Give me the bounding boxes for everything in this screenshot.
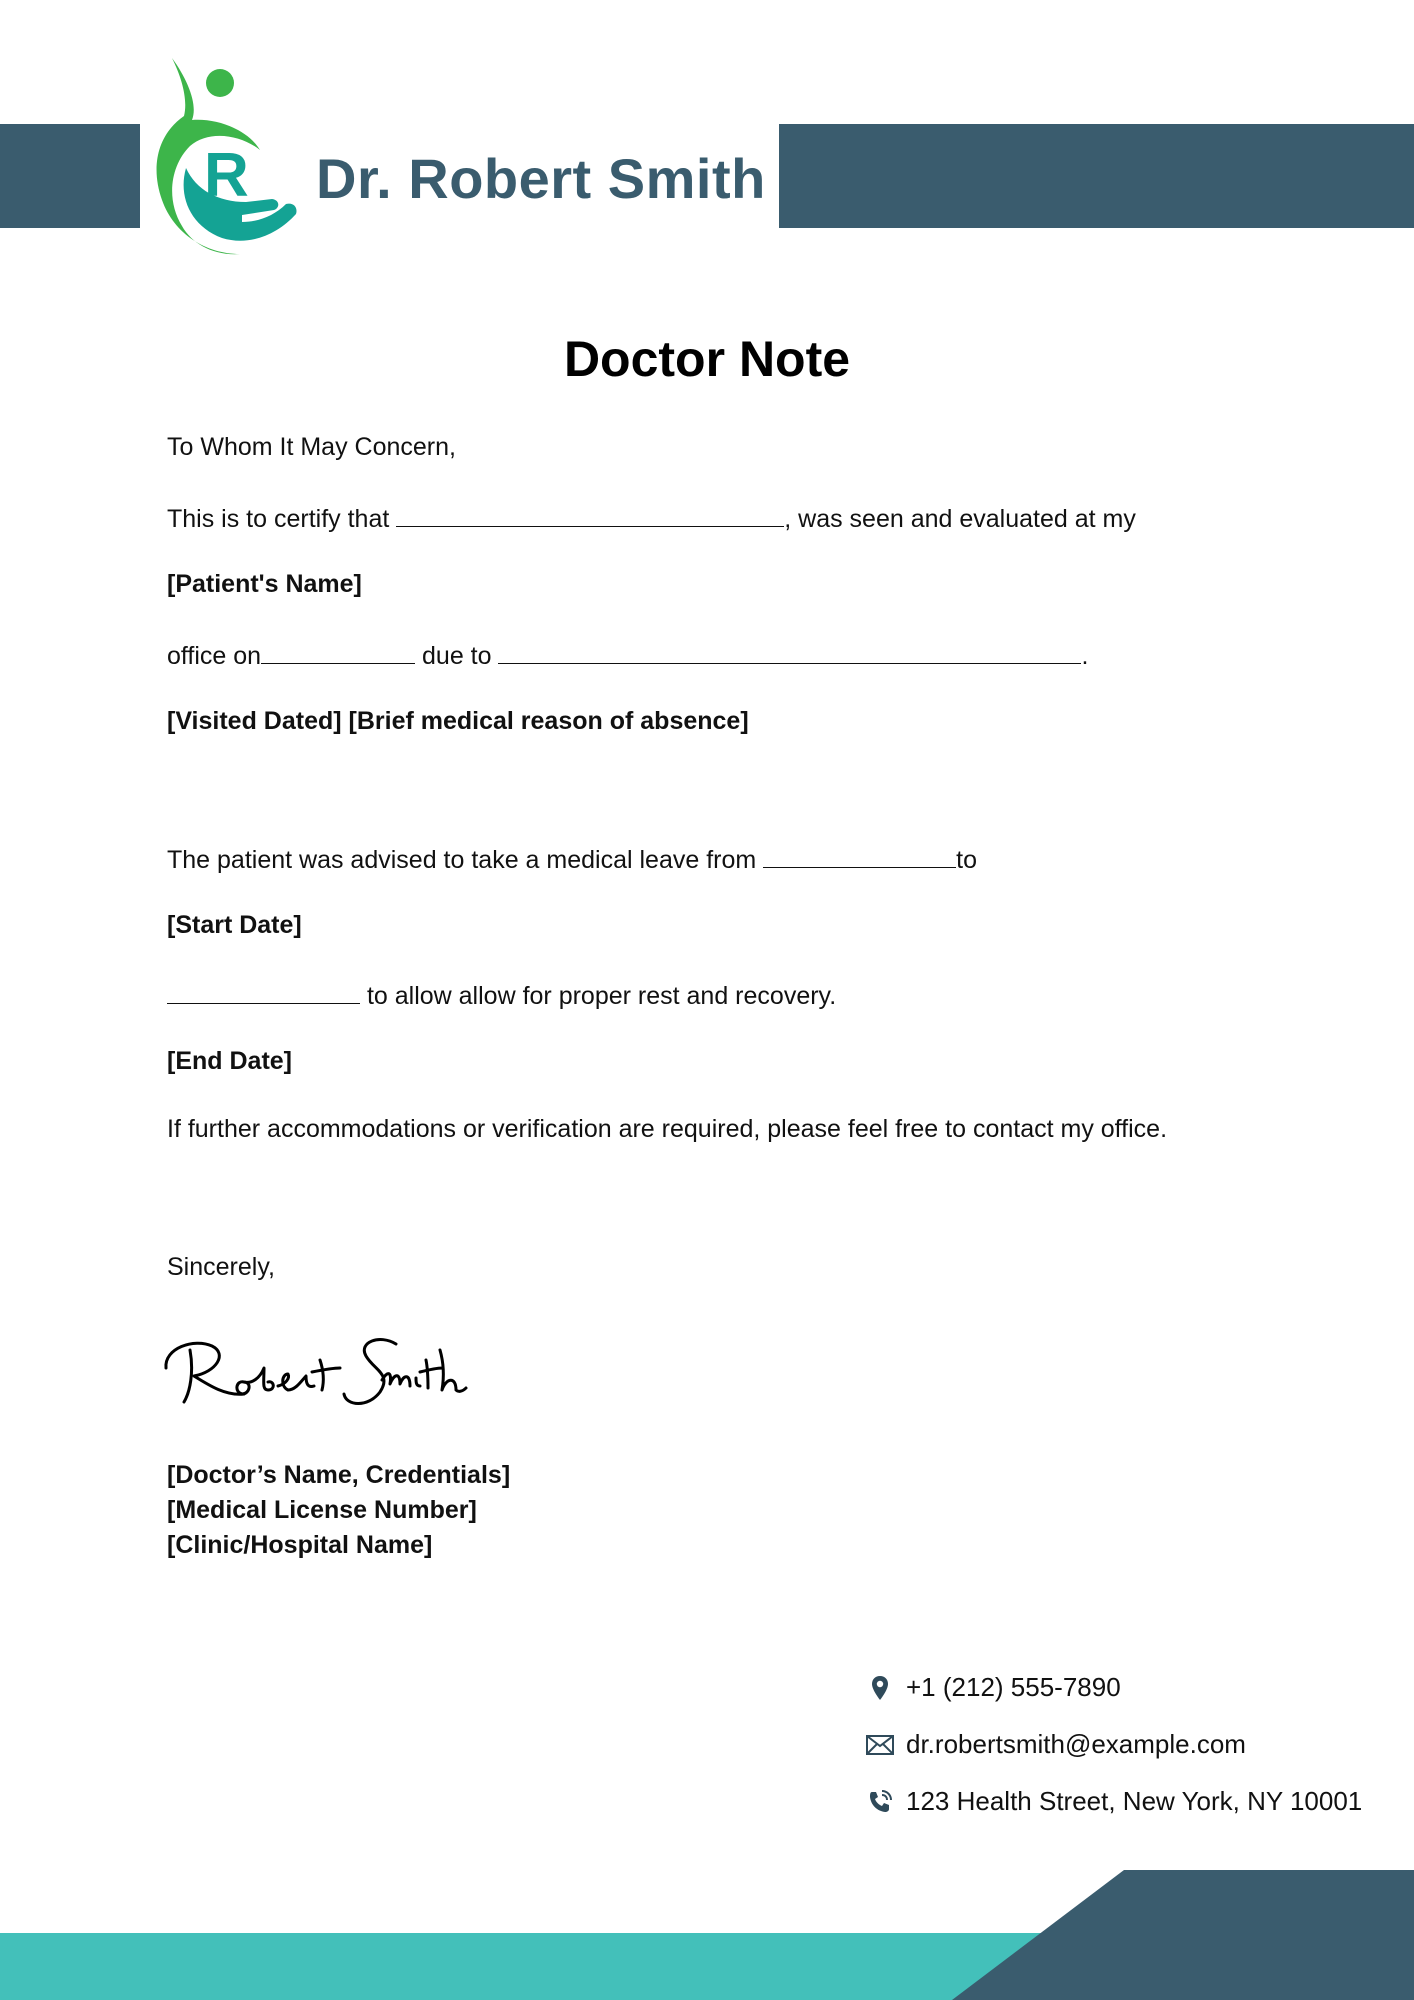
further-text: If further accommodations or verification are required, please feel free to contact my office. — [167, 1115, 1168, 1143]
due-to-text: due to — [415, 642, 499, 670]
certify-line — [167, 502, 1136, 534]
visit-date-blank[interactable] — [261, 639, 415, 664]
reason-blank[interactable] — [498, 639, 1081, 664]
contact-address — [866, 1786, 1362, 1817]
phone-icon — [866, 1788, 894, 1816]
location-pin-icon — [866, 1674, 894, 1702]
mail-icon — [866, 1731, 894, 1759]
recovery-line — [167, 979, 836, 1011]
clinic-name: [Clinic/Hospital Name] — [167, 1531, 433, 1559]
visit-reason-labels: [Visited Dated] [Brief medical reason of absence] — [167, 707, 749, 735]
signature — [160, 1320, 480, 1420]
office-line — [167, 639, 1088, 671]
document-title: Doctor Note — [563, 331, 851, 387]
svg-text:R: R — [204, 141, 249, 210]
office-prefix: office on — [167, 642, 262, 670]
email-text[interactable]: dr.robertsmith@example.com — [906, 1729, 1246, 1759]
to-text: to — [956, 846, 978, 874]
certify-prefix: This is to certify that — [167, 505, 397, 533]
recovery-text: to allow allow for proper rest and recovery. — [360, 982, 837, 1010]
greeting: To Whom It May Concern, — [167, 433, 456, 461]
license-number: [Medical License Number] — [167, 1496, 477, 1524]
contact-email — [866, 1729, 1246, 1760]
header-band-left — [0, 124, 140, 228]
closing: Sincerely, — [167, 1253, 275, 1281]
leave-text: The patient was advised to take a medical leave from — [167, 846, 764, 874]
clinic-logo — [148, 50, 308, 260]
address-text: 123 Health Street, New York, NY 10001 — [906, 1786, 1363, 1816]
header-band-right — [779, 124, 1414, 228]
footer-decoration — [0, 1870, 1414, 2000]
start-date-label: [Start Date] — [167, 911, 302, 939]
patient-name-blank[interactable] — [396, 502, 784, 527]
leave-line — [167, 843, 977, 875]
phone-text[interactable]: +1 (212) 555-7890 — [906, 1672, 1121, 1702]
start-date-blank[interactable] — [763, 843, 956, 868]
certify-suffix: , was seen and evaluated at my — [784, 505, 1136, 533]
end-date-blank[interactable] — [167, 979, 360, 1004]
patient-name-label: [Patient's Name] — [167, 570, 362, 598]
end-date-label: [End Date] — [167, 1047, 292, 1075]
doctor-name-heading: Dr. Robert Smith — [316, 147, 766, 210]
contact-phone — [866, 1672, 1121, 1703]
doctor-credentials: [Doctor’s Name, Credentials] — [167, 1461, 511, 1489]
period-text: . — [1081, 642, 1089, 670]
signature-details — [167, 1458, 510, 1563]
